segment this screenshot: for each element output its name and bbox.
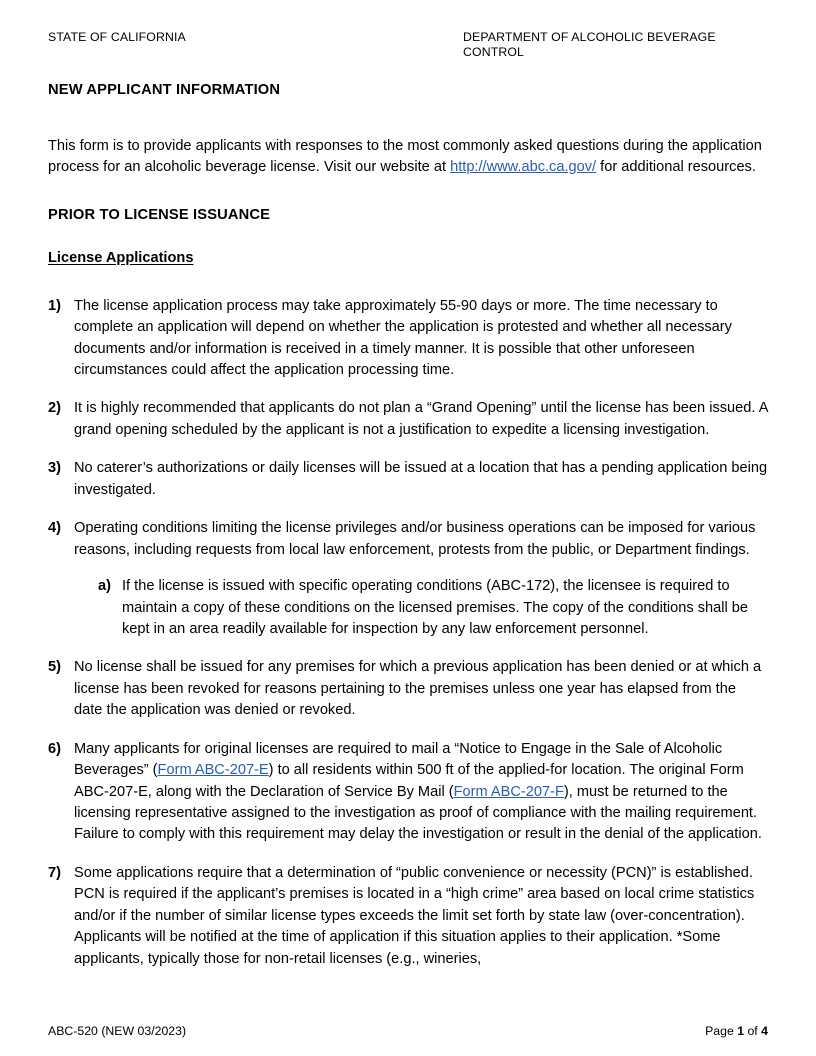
list-item	[48, 296, 768, 382]
page-title: NEW APPLICANT INFORMATION	[48, 81, 281, 98]
footer-total-pages: 4	[761, 1024, 768, 1038]
list-item-marker: 3)	[48, 460, 61, 477]
intro-text-after: for additional resources.	[596, 159, 756, 176]
document-header	[48, 30, 768, 60]
intro-paragraph	[48, 136, 768, 179]
list-item-marker: 1)	[48, 297, 61, 314]
list-item-marker: 6)	[48, 740, 61, 757]
list-item-marker: 5)	[48, 659, 61, 676]
header-state-label: STATE OF CALIFORNIA	[48, 30, 186, 44]
sub-heading-wrapper	[48, 249, 768, 296]
footer-of-label: of	[747, 1024, 758, 1038]
section-heading-prior-to-license-issuance: PRIOR TO LICENSE ISSUANCE	[48, 206, 271, 223]
sub-list-item-text: If the license is issued with specific operating conditions (ABC-172), the licensee is required to maintain a copy of these conditions on the licensed premises. The copy of the conditions shall be kept in an area readily available for inspection by any law enforcement personnel.	[122, 578, 749, 637]
segment-text: ), must be returned to the licensing representative assigned to the investigation as proof of compliance with the mailing requirement. Failure to comply with this requirement may delay the investigation or result in the denial of the application.	[74, 783, 762, 843]
form-abc-207-e-link[interactable]: Form ABC-207-E	[157, 762, 269, 779]
abc-website-link[interactable]: http://www.abc.ca.gov/	[450, 159, 597, 176]
sub-list	[74, 576, 768, 640]
list-item	[48, 458, 768, 501]
sub-heading-license-applications: License Applications	[48, 249, 194, 266]
list-item-marker: 4)	[48, 520, 61, 537]
list-item-text: Some applications require that a determination of “public convenience or necessity (PCN)” is established. PCN is required if the applicant’s premises is located in a “high crime” area based on local crime statistics and/or if the number of similar license types exceeds the limit set forth by state law (over-concentration). Applicants will be notified at the time of application if this situation applies to their application. *Some applicants, typically those for non-retail licenses (e.g., wineries,	[74, 864, 755, 967]
footer-page-label: Page	[705, 1024, 734, 1038]
list-item-text	[74, 741, 762, 843]
intro-text-before: This form is to provide applicants with responses to the most commonly asked questions during the application process for an alcoholic beverage license. Visit our website at	[48, 137, 762, 176]
list-item-marker: 7)	[48, 864, 61, 881]
list-item	[48, 398, 768, 441]
form-abc-207-f-link[interactable]: Form ABC-207-F	[453, 783, 564, 800]
list-item	[48, 657, 768, 721]
list-item-text: Operating conditions limiting the license privileges and/or business operations can be imposed for various reasons, including requests from local law enforcement, protests from the public, or Department findings.	[74, 520, 756, 558]
list-item-text: No caterer’s authorizations or daily licenses will be issued at a location that has a pending application being investigated.	[74, 460, 768, 498]
list-item	[48, 863, 768, 970]
segment-text: Many applicants for original licenses are required to mail a “Notice to Engage in the Sale of Alcoholic Beverages” (	[74, 740, 723, 779]
list-item-text: No license shall be issued for any premises for which a previous application has been denied or at which a license has been revoked for reasons pertaining to the premises unless one year has elapsed from the date the application was denied or revoked.	[74, 659, 762, 719]
numbered-list	[48, 296, 768, 970]
document-footer	[48, 1024, 768, 1038]
footer-form-id: ABC-520 (NEW 03/2023)	[48, 1024, 187, 1038]
list-item-marker: 2)	[48, 400, 61, 417]
footer-page-number	[705, 1024, 768, 1038]
sub-list-item-marker: a)	[98, 578, 111, 595]
header-department-label: DEPARTMENT OF ALCOHOLIC BEVERAGE CONTROL	[463, 30, 716, 59]
sub-list-item	[98, 576, 768, 640]
footer-current-page: 1	[737, 1024, 745, 1038]
list-item-text: It is highly recommended that applicants do not plan a “Grand Opening” until the license has been issued. A grand opening scheduled by the applicant is not a justification to expedite a licensing investigation.	[74, 400, 768, 438]
list-item	[48, 739, 768, 846]
segment-text: ) to all residents within 500 ft of the applied-for location. The original Form ABC-207-E, along with the Declaration of Service By Mail (	[74, 762, 744, 800]
list-item	[48, 518, 768, 640]
list-item-text: The license application process may take approximately 55-90 days or more. The time necessary to complete an application will depend on whether the application is protested and whether all necessary documents and/or information is received in a timely manner. It is possible that other unforeseen circumstances could affect the application processing time.	[74, 297, 732, 378]
